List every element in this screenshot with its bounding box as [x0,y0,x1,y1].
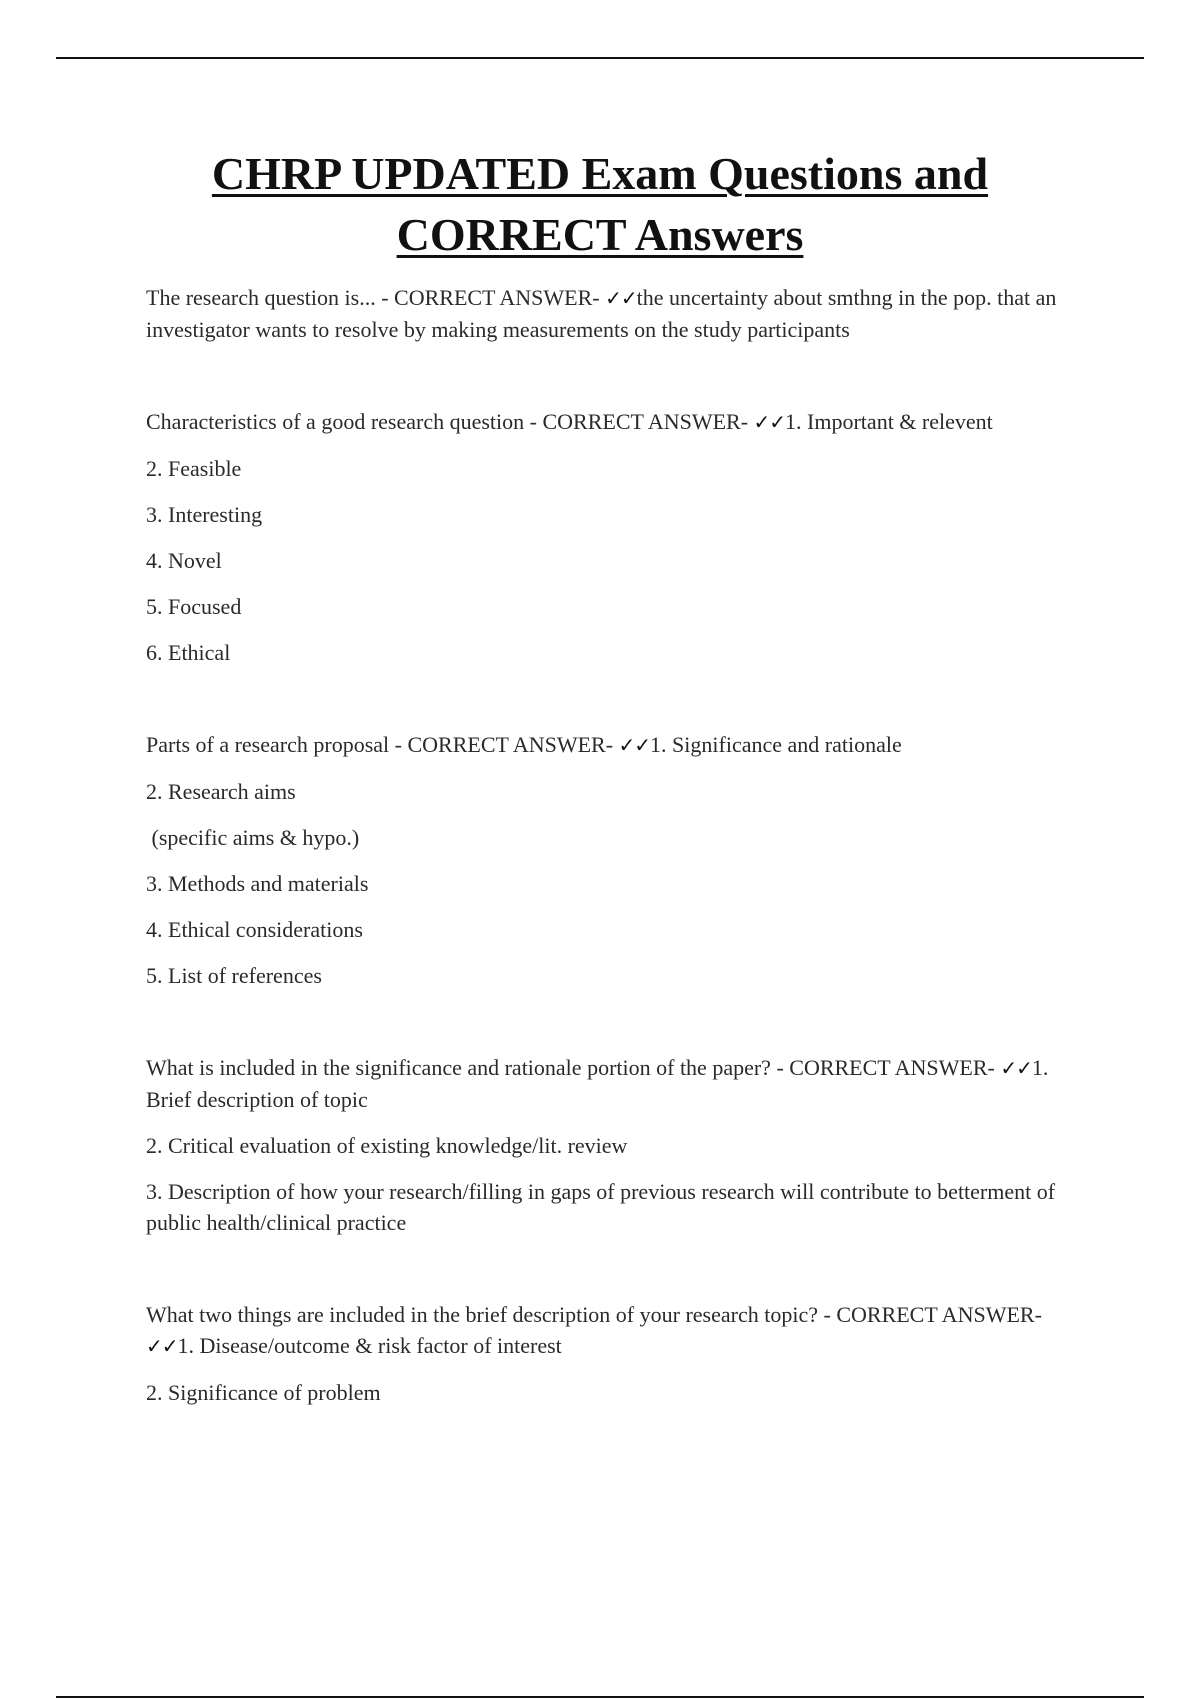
check-mark-icon: ✓✓ [1000,1056,1032,1080]
document-title [100,143,1100,265]
answer-item: 2. Feasible [146,456,242,481]
check-mark-icon: ✓✓ [146,1334,178,1358]
check-mark-icon: ✓✓ [753,410,786,434]
qa-question-line: The research question is... - CORRECT ANSWER- ✓✓the uncertainty about smthng in the pop. that an investigator wants to resolve by making measurements on the study participants [146,285,1057,342]
check-mark-icon: ✓✓ [618,733,651,757]
answer-item: (specific aims & hypo.) [146,825,360,850]
qa-block-2 [146,406,1066,668]
answer-item: 3. Description of how your research/filling in gaps of previous research will contribute to betterment of public health/clinical practice [146,1179,1056,1235]
answer-item: 3. Methods and materials [146,871,369,896]
answer-item: 5. Focused [146,594,242,619]
qa-list [146,282,1066,1408]
question-text: Characteristics of a good research question [146,409,525,434]
answer-text: 1. Brief description of topic [146,1055,1049,1112]
qa-block-4 [146,1052,1066,1238]
check-mark-icon: ✓✓ [605,286,637,310]
question-text: Parts of a research proposal [146,732,390,757]
qa-question-line: What two things are included in the brief description of your research topic? - CORRECT ANSWER- ✓✓1. Disease/outcome & risk factor of interest [146,1302,1042,1358]
qa-block-5 [146,1299,1066,1408]
qa-block-3 [146,729,1066,991]
answer-marker: CORRECT ANSWER- [542,409,749,434]
answer-text: 1. Significance and rationale [650,732,902,757]
top-rule [56,57,1144,59]
title-line-1: CHRP UPDATED Exam Questions and [211,148,989,199]
answer-item: 6. Ethical [146,640,231,665]
answer-marker: CORRECT ANSWER- [394,285,600,310]
qa-question-line: Characteristics of a good research question - CORRECT ANSWER- ✓✓1. Important & relevent [146,409,993,434]
qa-question-line: What is included in the significance and rationale portion of the paper? - CORRECT ANSWER- ✓✓1. Brief description of topic [146,1055,1049,1112]
answer-item: 2. Research aims [146,779,296,804]
answer-item: 4. Novel [146,548,222,573]
answer-marker: CORRECT ANSWER- [407,732,614,757]
question-text: What is included in the significance and rationale portion of the paper? [146,1055,771,1080]
answer-text: 1. Important & relevent [785,409,993,434]
question-text: The research question is... [146,285,376,310]
qa-block-1 [146,282,1066,345]
answer-item: 2. Significance of problem [146,1380,381,1405]
answer-text: 1. Disease/outcome & risk factor of interest [177,1333,562,1358]
answer-marker: CORRECT ANSWER- [836,1302,1042,1327]
answer-item: 3. Interesting [146,502,263,527]
title-line-2: CORRECT Answers [396,209,804,260]
answer-marker: CORRECT ANSWER- [789,1055,995,1080]
answer-item: 2. Critical evaluation of existing knowledge/lit. review [146,1133,628,1158]
question-text: What two things are included in the brief description of your research topic? [146,1302,818,1327]
answer-item: 4. Ethical considerations [146,917,363,942]
answer-text: the uncertainty about smthng in the pop. that an investigator wants to resolve by making measurements on the study participants [146,285,1057,342]
bottom-rule [56,1696,1144,1698]
answer-item: 5. List of references [146,963,322,988]
qa-question-line: Parts of a research proposal - CORRECT ANSWER- ✓✓1. Significance and rationale [146,732,902,757]
